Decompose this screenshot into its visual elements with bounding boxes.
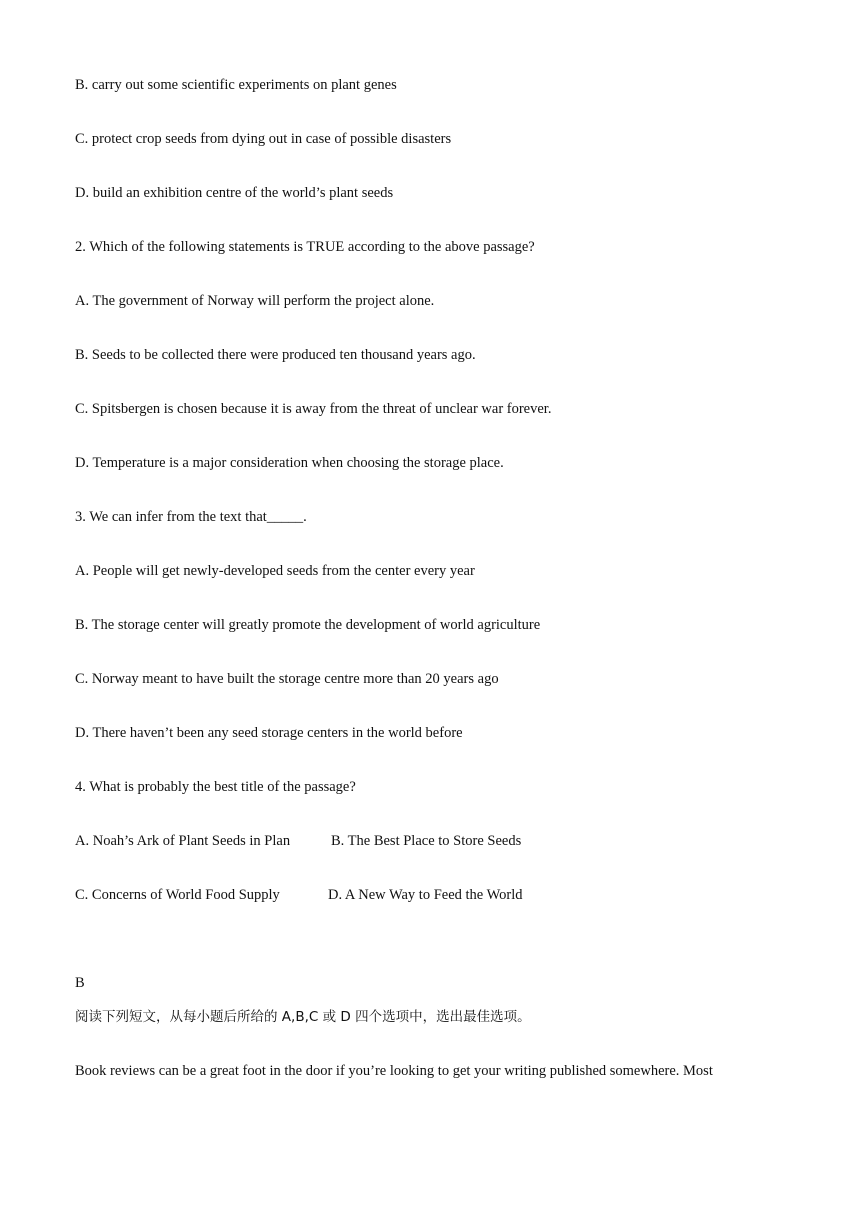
q1-option-c: C. protect crop seeds from dying out in case of possible disasters [75,131,452,147]
q4-option-c: C. Concerns of World Food Supply [75,887,280,903]
q1-option-b: B. carry out some scientific experiments on plant genes [75,77,397,93]
q3-option-d: D. There haven’t been any seed storage centers in the world before [75,725,463,741]
q1-option-d: D. build an exhibition centre of the world’s plant seeds [75,185,394,201]
q2-option-c: C. Spitsbergen is chosen because it is away from the threat of unclear war forever. [75,401,552,417]
passage-first-line: Book reviews can be a great foot in the door if you’re looking to get your writing published somewhere. Most [75,1063,713,1079]
q4-options-row-2 [75,886,523,904]
q4-stem: 4. What is probably the best title of the passage? [75,779,356,795]
section-b-instruction: 阅读下列短文，从每小题后所给的 A,B,C 或 D 四个选项中，选出最佳选项。 [75,1009,531,1025]
q4-option-d: D. A New Way to Feed the World [328,887,523,903]
q4-option-a: A. Noah’s Ark of Plant Seeds in Plan [75,833,291,849]
q3-option-a: A. People will get newly-developed seeds from the center every year [75,563,475,579]
q4-option-b: B. The Best Place to Store Seeds [331,833,522,849]
q2-option-a: A. The government of Norway will perform the project alone. [75,293,435,309]
q4-options-row-1 [75,832,522,850]
q3-option-c: C. Norway meant to have built the storage centre more than 20 years ago [75,671,499,687]
q3-stem: 3. We can infer from the text that_____. [75,509,307,525]
q2-option-d: D. Temperature is a major consideration when choosing the storage place. [75,455,504,471]
q3-option-b: B. The storage center will greatly promote the development of world agriculture [75,617,541,633]
section-b-heading: B [75,975,85,991]
q2-stem: 2. Which of the following statements is TRUE according to the above passage? [75,239,535,255]
q2-option-b: B. Seeds to be collected there were produced ten thousand years ago. [75,347,476,363]
